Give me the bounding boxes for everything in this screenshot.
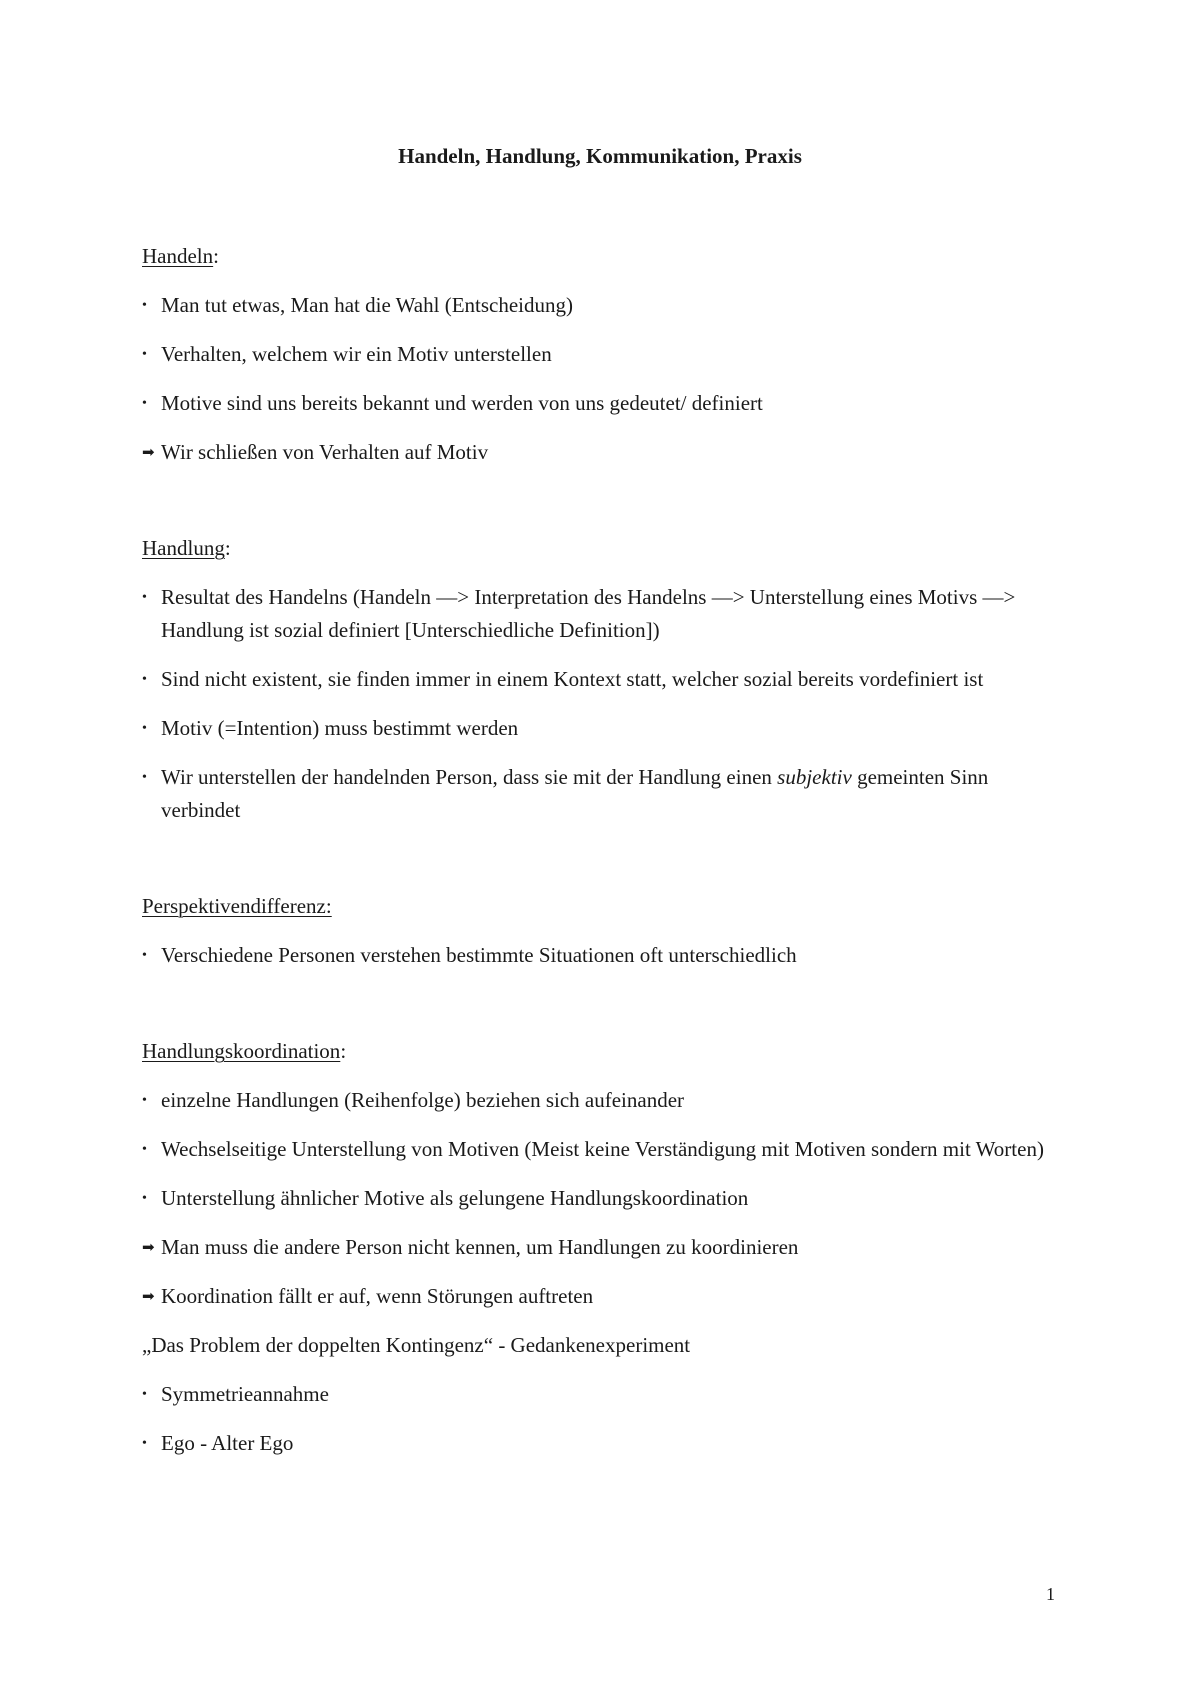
arrow-list-item	[142, 436, 1072, 469]
arrow-list-item	[142, 1280, 1072, 1313]
section-heading-colon: :	[340, 1039, 347, 1063]
list-item	[142, 581, 1072, 647]
section-handeln	[142, 240, 1072, 469]
section-heading-text: Handlung	[142, 536, 225, 560]
section-heading-colon: :	[213, 244, 219, 268]
list-item	[142, 1378, 1072, 1411]
arrow-list-item	[142, 1231, 1072, 1264]
bullet-dot-icon: •	[142, 347, 147, 362]
list-item-text: Wechselseitige Unterstellung von Motiven (Meist keine Verständigung mit Motiven sondern mit Worten)	[161, 1137, 1044, 1161]
section-heading	[142, 240, 1072, 273]
list-item-text: Man muss die andere Person nicht kennen, um Handlungen zu koordinieren	[161, 1235, 799, 1259]
list-item	[142, 939, 1072, 972]
section-handlungskoordination	[142, 1035, 1072, 1460]
list-item-text-before: Wir unterstellen der handelnden Person, dass sie mit der Handlung einen	[161, 765, 778, 789]
bullet-dot-icon: •	[142, 1387, 147, 1402]
section-heading	[142, 532, 1072, 565]
bullet-dot-icon: •	[142, 721, 147, 736]
bullet-dot-icon: •	[142, 770, 147, 785]
section-heading-text: Handlungskoordination	[142, 1039, 341, 1063]
section-handlung	[142, 532, 1072, 827]
section-heading-text: Handeln	[142, 244, 214, 268]
list-item-text: Ego - Alter Ego	[161, 1431, 294, 1455]
bullet-dot-icon: •	[142, 1191, 147, 1206]
list-item	[142, 712, 1072, 745]
list-item	[142, 289, 1072, 322]
list-item	[142, 1182, 1072, 1215]
list-item-text: Man tut etwas, Man hat die Wahl (Entscheidung)	[161, 293, 573, 317]
document-title: Handeln, Handlung, Kommunikation, Praxis	[398, 144, 802, 168]
list-item	[142, 761, 1072, 827]
list-item-text: Motive sind uns bereits bekannt und werden von uns gedeutet/ definiert	[161, 391, 763, 415]
page-number: 1	[1046, 1584, 1055, 1604]
bullet-dot-icon: •	[142, 396, 147, 411]
bullet-dot-icon: •	[142, 1436, 147, 1451]
section-perspektivendifferenz	[142, 890, 1072, 972]
emphasis-text: subjektiv	[777, 765, 852, 789]
list-item	[142, 338, 1072, 371]
list-item-text: Unterstellung ähnlicher Motive als gelungene Handlungskoordination	[161, 1186, 749, 1210]
list-item-text: Verschiedene Personen verstehen bestimmte Situationen oft unterschiedlich	[161, 943, 797, 967]
bullet-dot-icon: •	[142, 1142, 147, 1157]
list-item-text: Verhalten, welchem wir ein Motiv unterstellen	[161, 342, 552, 366]
list-item-text: Wir schließen von Verhalten auf Motiv	[161, 440, 489, 464]
right-arrow-icon: ➡	[142, 1238, 155, 1256]
list-item-text: Symmetrieannahme	[161, 1382, 329, 1406]
bullet-dot-icon: •	[142, 590, 147, 605]
list-item-text: Resultat des Handelns (Handeln —> Interpretation des Handelns —> Unterstellung eines Motivs —> Handlung ist sozial definiert [Unterschiedliche Definition])	[161, 585, 1016, 642]
section-heading	[142, 1035, 1072, 1068]
list-item-text: Sind nicht existent, sie finden immer in einem Kontext statt, welcher sozial bereits vordefiniert ist	[161, 667, 984, 691]
list-item	[142, 1427, 1072, 1460]
section-heading	[142, 890, 1072, 923]
bullet-dot-icon: •	[142, 298, 147, 313]
bullet-dot-icon: •	[142, 948, 147, 963]
list-item-text: Motiv (=Intention) muss bestimmt werden	[161, 716, 519, 740]
list-item-text-after: gemeinten Sinn verbindet	[161, 765, 989, 822]
document-body	[142, 240, 1072, 1476]
list-item	[142, 1084, 1072, 1117]
list-item	[142, 387, 1072, 420]
quote-line: „Das Problem der doppelten Kontingenz“ - Gedankenexperiment	[142, 1333, 691, 1357]
bullet-dot-icon: •	[142, 1093, 147, 1108]
bullet-dot-icon: •	[142, 672, 147, 687]
list-item-text: Koordination fällt er auf, wenn Störungen auftreten	[161, 1284, 594, 1308]
section-heading-colon: :	[224, 536, 231, 560]
list-item-text: einzelne Handlungen (Reihenfolge) beziehen sich aufeinander	[161, 1088, 685, 1112]
right-arrow-icon: ➡	[142, 443, 155, 461]
list-item	[142, 663, 1072, 696]
section-heading-text: Perspektivendifferenz:	[142, 894, 332, 918]
right-arrow-icon: ➡	[142, 1287, 155, 1305]
list-item	[142, 1133, 1072, 1166]
